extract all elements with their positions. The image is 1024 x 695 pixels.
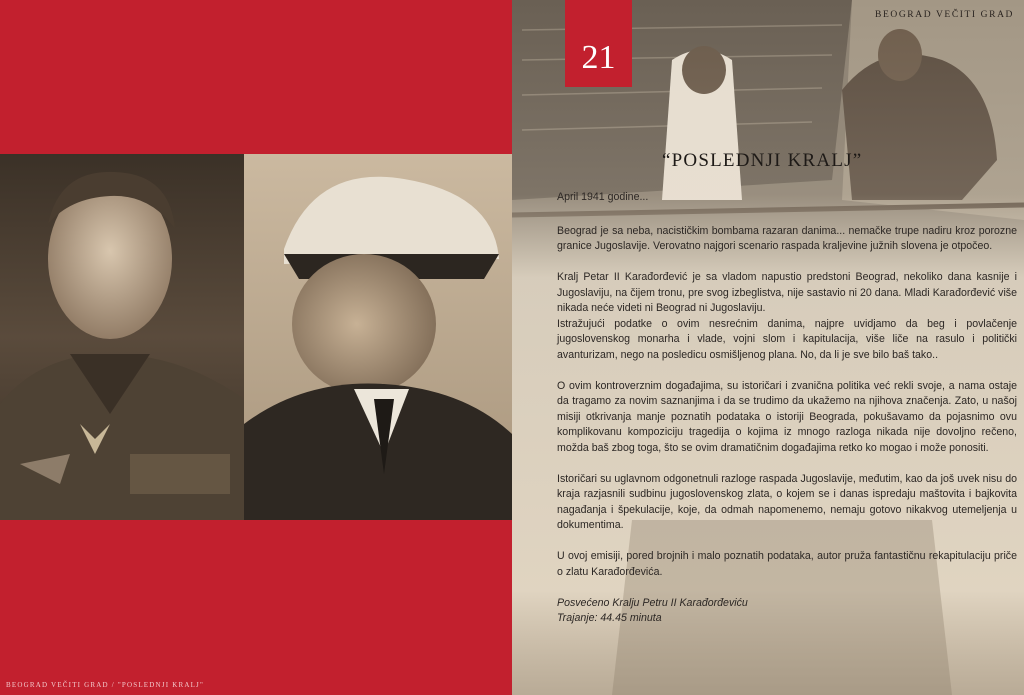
photo-officer-german — [0, 154, 244, 520]
page-number: 21 — [581, 39, 616, 76]
paragraph-6: U ovoj emisiji, pored brojnih i malo poznatih podataka, autor pruža fantastičnu rekapitulaciju priče o zlatu Karađorđevića. — [557, 550, 1017, 578]
dedication: Posvećeno Kralju Petru II Karađorđeviću — [557, 596, 748, 609]
paragraph-1: Beograd je sa neba, nacističkim bombama razaran danima... nemačke trupe nadiru kroz porozne granice Jugoslavije. Verovatno najgori scenario raspada kraljevine južnih slovena je otpočeo. — [557, 224, 1017, 252]
paragraph-4: O ovim kontroverznim događajima, su istoričari i zvanična politika već rekli svoje, a nama ostaje da tragamo za novim saznanjima i da se trudimo da ukažemo na njihova značenja. Zato, u našoj misiji otkrivanja manje poznatih podataka o istoriji Beograda, pokušavamo da pojasnimo ovu komplikovanu kompoziciju tragedija o kojima iz mnogo razloga nikada nije dovoljno rečeno, možda baš zbog toga, što se ovim dramatičnim događajima retko ko mogao i može ponositi. — [557, 379, 1017, 454]
page-number-box — [565, 0, 632, 87]
right-page — [512, 0, 1024, 695]
paragraph-3: Istražujući podatke o ovim nesrećnim danima, najpre uvidjamo da beg i povlačenje jugoslovenskog monarha i vlade, vojni slom i kapitulacija, više liče na rasulo i politički avanturizam, nego na posledicu osmišljenog plana. No, da li je sve bilo baš tako.. — [557, 317, 1017, 361]
article-body — [557, 190, 1017, 627]
photo-officer-yugoslav — [244, 154, 512, 520]
article-title: “POSLEDNJI KRALJ” — [662, 150, 863, 171]
paragraph-2: Kralj Petar II Karađorđević je sa vladom napustio predstoni Beograd, nekoliko dana kasnije i Jugoslaviju, na čijem tronu, pre svog izbeglistva, nije sastavio ni 20 dana. Mladi Karađorđević više nikada neće videti ni Beograd ni Jugoslaviju. — [557, 271, 1017, 314]
paragraph-5: Istoričari su uglavnom odgonetnuli razloge raspada Jugoslavije, međutim, kao da još uvek nisu do kraja razjasnili sudbinu jugoslovenskog zlata, o kojem se i danas ispredaju maštovita i bajkovita nagađanja i špekulacije, koje, da odmah napomenemo, nemaju gotovo nikakvog utemeljenja u dokumentima. — [557, 472, 1017, 531]
running-head: BEOGRAD VEČITI GRAD — [875, 10, 1014, 20]
footer-running-title: BEOGRAD VEČITI GRAD / "POSLEDNJI KRALJ" — [6, 681, 205, 689]
duration: Trajanje: 44.45 minuta — [557, 612, 662, 624]
date-line: April 1941 godine... — [557, 191, 649, 203]
